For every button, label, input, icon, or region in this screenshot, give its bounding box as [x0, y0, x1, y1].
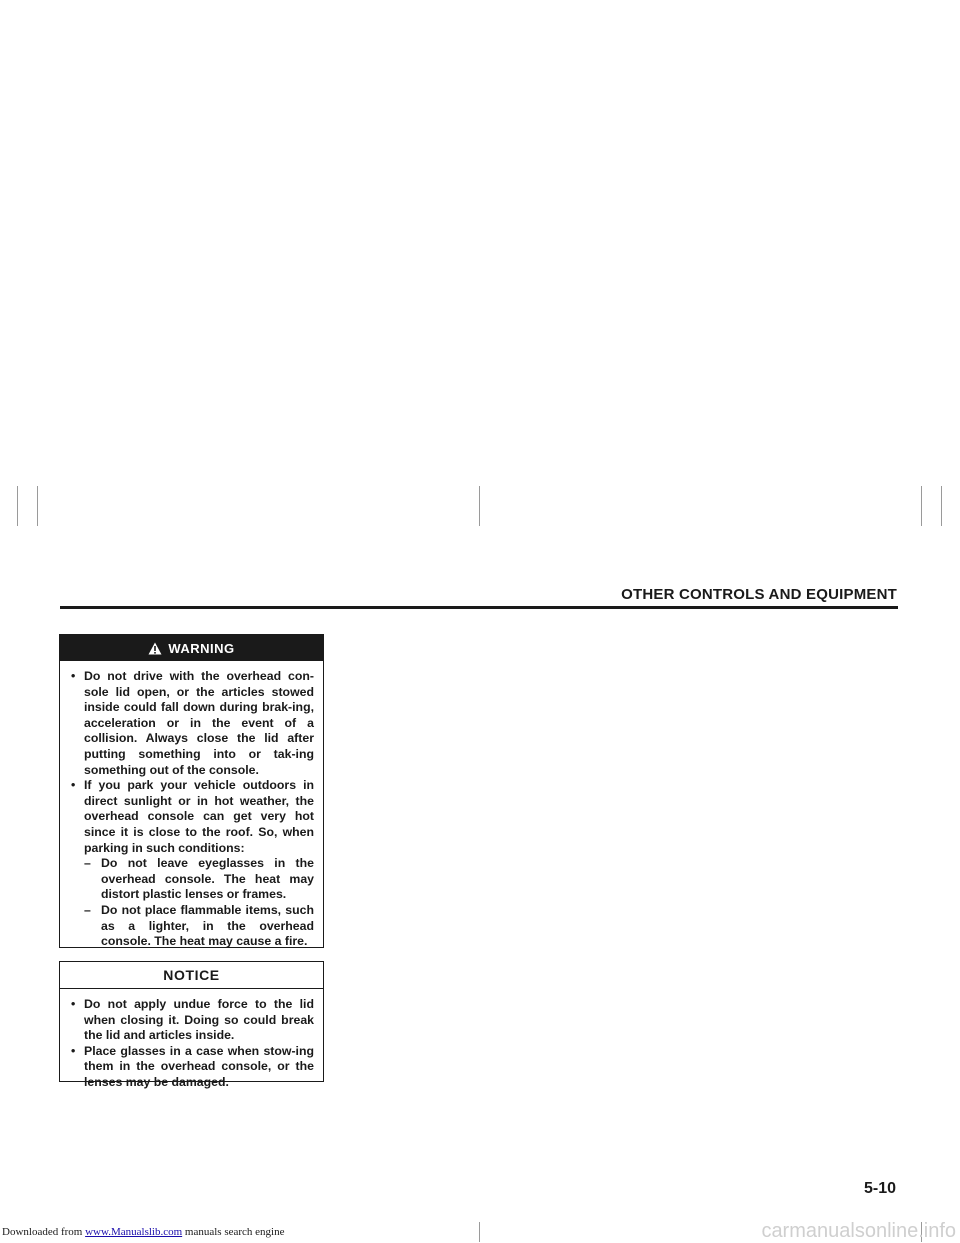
- footer-prefix: Downloaded from: [2, 1226, 86, 1238]
- list-item: [71, 997, 314, 1044]
- list-item-text: Do not apply undue force to the lid when closing it. Doing so could break the lid and articles inside.: [84, 997, 314, 1043]
- watermark: carmanualsonline.info: [761, 1220, 956, 1242]
- crop-mark: [37, 486, 38, 526]
- crop-mark: [17, 486, 18, 526]
- warning-triangle-icon: [148, 642, 162, 655]
- download-footer: [2, 1226, 284, 1238]
- crop-mark: [921, 486, 922, 526]
- notice-header: [60, 962, 323, 989]
- list-item: [71, 778, 314, 950]
- list-item-text: Place glasses in a case when stow-ing them in the overhead console, or the lenses may be damaged.: [84, 1043, 314, 1089]
- list-item: [71, 669, 314, 778]
- sub-list-item-text: Do not leave eyeglasses in the overhead console. The heat may distort plastic lenses or frames.: [101, 856, 314, 902]
- bullet: •: [71, 997, 76, 1011]
- sub-list-item: [84, 856, 314, 903]
- warning-title: WARNING: [168, 640, 235, 656]
- crop-mark: [479, 1222, 480, 1242]
- notice-title: NOTICE: [163, 967, 220, 983]
- bullet: •: [71, 669, 76, 683]
- bullet: •: [71, 778, 76, 793]
- section-title: OTHER CONTROLS AND EQUIPMENT: [621, 586, 897, 603]
- bullet: •: [71, 1043, 76, 1058]
- dash: –: [84, 902, 91, 917]
- notice-list: [60, 989, 323, 1091]
- sub-list-item-text: Do not place flammable items, such as a lighter, in the overhead console. The heat may cause a fire.: [101, 902, 314, 949]
- warning-box: [59, 634, 324, 948]
- sub-list-item: [84, 903, 314, 950]
- warning-header: [60, 635, 323, 661]
- sub-list: [84, 856, 314, 950]
- dash: –: [84, 856, 91, 871]
- list-item-text: Do not drive with the overhead con-sole lid open, or the articles stowed inside could fall down during brak-ing, acceleration or in the event of a collision. Always close the lid after putting something into or tak-ing something out of the console.: [84, 669, 314, 777]
- title-rule: [60, 606, 898, 609]
- crop-mark: [941, 486, 942, 526]
- list-item: [71, 1044, 314, 1091]
- notice-box: [59, 961, 324, 1089]
- warning-list: [60, 661, 323, 950]
- page-number: 5-10: [863, 1180, 896, 1197]
- list-item-text: If you park your vehicle outdoors in direct sunlight or in hot weather, the overhead console can get very hot since it is close to the roof. So, when parking in such conditions:: [84, 778, 314, 855]
- crop-mark: [479, 486, 480, 526]
- footer-suffix: manuals search engine: [182, 1226, 285, 1238]
- manualslib-link[interactable]: www.Manualslib.com: [85, 1226, 183, 1238]
